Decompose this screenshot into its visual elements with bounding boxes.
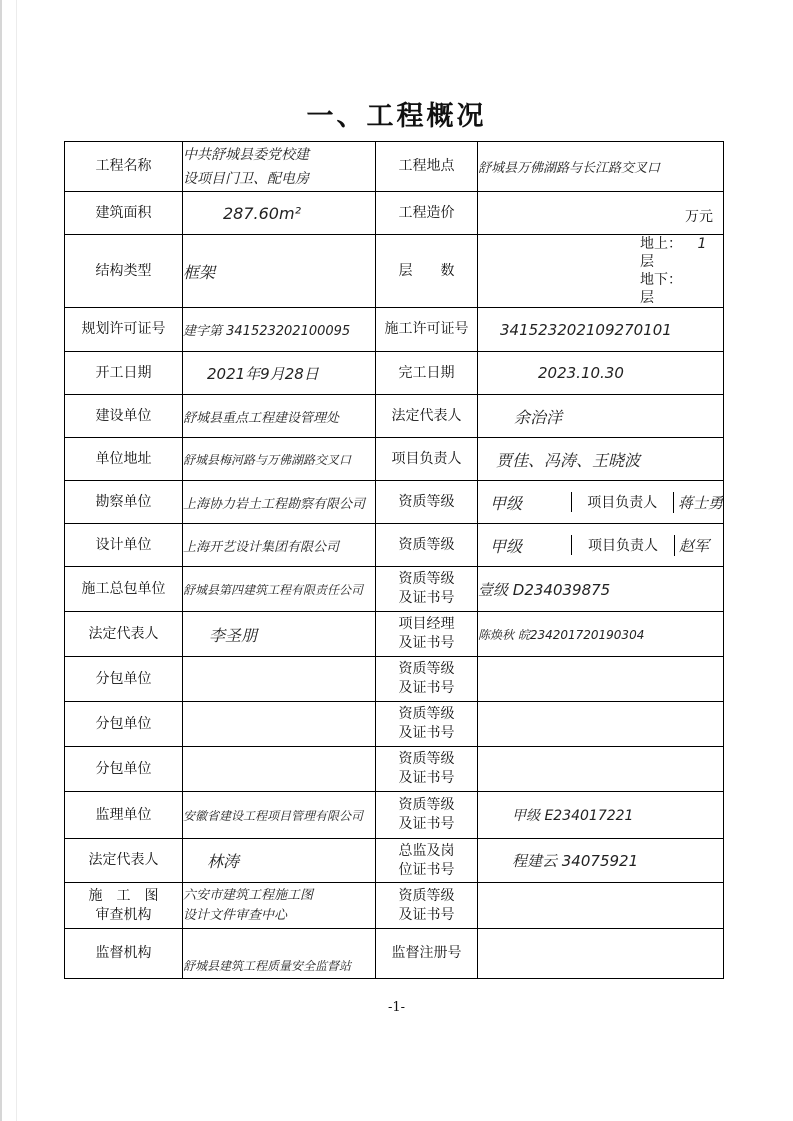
value-drawing-review-qual (478, 883, 724, 929)
value-survey-unit (183, 481, 376, 524)
label-survey-grade: 资质等级 (376, 481, 478, 524)
project-name-line2: 设项目门卫、配电房 (183, 170, 309, 187)
row-address (65, 438, 724, 481)
label-design-grade: 资质等级 (376, 524, 478, 567)
label-subcontractor-3: 分包单位 (65, 747, 183, 792)
label-general-contractor: 施工总包单位 (65, 567, 183, 612)
survey-leader (673, 492, 723, 513)
supervision-legal-rep-text: 林涛 (207, 852, 240, 871)
label-planning-permit: 规划许可证号 (65, 308, 183, 352)
supervision-unit-text: 安徽省建设工程项目管理有限公司 (183, 808, 364, 823)
row-drawing-review (65, 883, 724, 929)
contractor-qual-text: 壹级 D234039875 (478, 580, 611, 599)
label-structure-type: 结构类型 (65, 235, 183, 308)
label-supervision-unit: 监理单位 (65, 792, 183, 839)
cost-unit: 万元 (685, 209, 713, 225)
label-subcontractor-1: 分包单位 (65, 657, 183, 702)
row-subcontractor-2 (65, 702, 724, 747)
design-grade-text: 甲级 (490, 536, 523, 556)
supervision-qual-text: 甲级 E234017221 (512, 808, 634, 824)
floors-above-value: 1 (697, 236, 707, 252)
value-supervision-qual (478, 792, 724, 839)
design-leader (674, 535, 723, 556)
label-chief-supervisor: 总监及岗 位证书号 (376, 839, 478, 883)
row-area (65, 192, 724, 235)
unit-address-text: 舒城县梅河路与万佛湖路交叉口 (183, 452, 352, 467)
building-area-text: 287.60m² (223, 203, 301, 223)
floors-above-unit: 层 (640, 254, 654, 270)
row-design (65, 524, 724, 567)
label-contractor-qual: 资质等级 及证书号 (376, 567, 478, 612)
construction-permit-text: 341523202109270101 (500, 320, 672, 339)
project-location-text: 舒城县万佛湖路与长江路交叉口 (478, 161, 661, 176)
value-structure-type (183, 235, 376, 308)
pm-cert-text: 陈焕秋 皖234201720190304 (478, 627, 645, 642)
row-survey (65, 481, 724, 524)
value-subcontractor-2 (183, 702, 376, 747)
value-subcontractor-3 (183, 747, 376, 792)
row-contractor-rep (65, 612, 724, 657)
label-supervisory-agency: 监督机构 (65, 929, 183, 979)
floors-below-label: 地下： (640, 272, 682, 288)
floors-above-label: 地上： (640, 236, 682, 252)
value-sub1-qual (478, 657, 724, 702)
label-subcontractor-2: 分包单位 (65, 702, 183, 747)
supervisory-agency-text: 舒城县建筑工程质量安全监督站 (183, 959, 352, 973)
value-supervisory-reg (478, 929, 724, 979)
label-project-name: 工程名称 (65, 142, 183, 192)
value-developer (183, 395, 376, 438)
label-construction-permit: 施工许可证号 (376, 308, 478, 352)
structure-type-text: 框架 (183, 262, 216, 282)
developer-text: 舒城县重点工程建设管理处 (183, 410, 340, 426)
project-leaders-text: 贾佳、冯涛、王晓波 (496, 450, 641, 470)
row-supervision-rep (65, 839, 724, 883)
value-design-unit (183, 524, 376, 567)
value-sub2-qual (478, 702, 724, 747)
label-unit-address: 单位地址 (65, 438, 183, 481)
value-unit-address (183, 438, 376, 481)
label-drawing-review: 施 工 图 审查机构 (65, 883, 183, 929)
label-floors: 层 数 (376, 235, 478, 308)
row-developer (65, 395, 724, 438)
value-contractor-qual (478, 567, 724, 612)
label-project-leader: 项目负责人 (376, 438, 478, 481)
value-project-name (183, 142, 376, 192)
row-permits (65, 308, 724, 352)
design-unit-text: 上海开艺设计集团有限公司 (183, 539, 340, 555)
value-drawing-review (183, 883, 376, 929)
label-project-cost: 工程造价 (376, 192, 478, 235)
label-project-location: 工程地点 (376, 142, 478, 192)
label-building-area: 建筑面积 (65, 192, 183, 235)
label-design-unit: 设计单位 (65, 524, 183, 567)
row-subcontractor-1 (65, 657, 724, 702)
chief-supervisor-text: 程建云 34075921 (512, 852, 639, 870)
floors-below-unit: 层 (640, 290, 654, 306)
value-project-location (478, 142, 724, 192)
drawing-review-line2: 设计文件审查中心 (183, 907, 288, 923)
row-supervision (65, 792, 724, 839)
row-subcontractor-3 (65, 747, 724, 792)
value-project-leaders (478, 438, 724, 481)
survey-unit-text: 上海协力岩土工程勘察有限公司 (183, 496, 366, 512)
label-developer: 建设单位 (65, 395, 183, 438)
floors-below-row (640, 271, 723, 307)
value-supervisory-agency (183, 929, 376, 979)
row-general-contractor (65, 567, 724, 612)
scan-edge-inner (16, 0, 17, 1121)
row-structure (65, 235, 724, 308)
row-dates (65, 352, 724, 395)
row-supervisory-agency (65, 929, 724, 979)
survey-leader-label: 项目负责人 (571, 492, 673, 512)
design-leader-label: 项目负责人 (571, 535, 674, 555)
label-sub3-qual: 资质等级 及证书号 (376, 747, 478, 792)
label-survey-unit: 勘察单位 (65, 481, 183, 524)
survey-leader-text: 蒋士勇 (677, 493, 723, 512)
label-sub1-qual: 资质等级 及证书号 (376, 657, 478, 702)
value-construction-permit (478, 308, 724, 352)
label-supervisory-reg: 监督注册号 (376, 929, 478, 979)
row-project-name (65, 142, 724, 192)
design-leader-text: 赵军 (679, 536, 710, 555)
page-number: -1- (387, 1000, 406, 1015)
value-floors (478, 235, 724, 308)
value-chief-supervisor (478, 839, 724, 883)
value-design-group (478, 524, 724, 567)
planning-permit-text: 建字第 341523202100095 (183, 324, 351, 339)
label-pm-cert: 项目经理 及证书号 (376, 612, 478, 657)
design-grade (478, 534, 571, 557)
page-title: 一、工程概况 (306, 101, 487, 132)
value-survey-group (478, 481, 724, 524)
developer-legal-rep-text: 余治洋 (514, 407, 563, 427)
label-start-date: 开工日期 (65, 352, 183, 395)
value-completion-date (478, 352, 724, 395)
scan-edge (0, 0, 2, 1121)
general-contractor-text: 舒城县第四建筑工程有限责任公司 (183, 582, 364, 597)
value-subcontractor-1 (183, 657, 376, 702)
value-start-date (183, 352, 376, 395)
value-building-area (183, 192, 376, 235)
project-name-line1: 中共舒城县委党校建 (183, 146, 309, 163)
value-contractor-legal-rep (183, 612, 376, 657)
project-overview-table (64, 141, 724, 979)
value-sub3-qual (478, 747, 724, 792)
value-planning-permit (183, 308, 376, 352)
label-contractor-legal-rep: 法定代表人 (65, 612, 183, 657)
value-supervision-legal-rep (183, 839, 376, 883)
completion-date-text: 2023.10.30 (538, 364, 624, 382)
value-pm-cert (478, 612, 724, 657)
label-sub2-qual: 资质等级 及证书号 (376, 702, 478, 747)
survey-grade-text: 甲级 (490, 493, 523, 513)
label-drawing-review-qual: 资质等级 及证书号 (376, 883, 478, 929)
contractor-legal-rep-text: 李圣朋 (209, 625, 258, 645)
value-developer-legal-rep (478, 395, 724, 438)
label-completion-date: 完工日期 (376, 352, 478, 395)
label-supervision-qual: 资质等级 及证书号 (376, 792, 478, 839)
label-supervision-legal-rep: 法定代表人 (65, 839, 183, 883)
floors-above-row (640, 235, 723, 271)
survey-grade (478, 491, 571, 514)
drawing-review-line1: 六安市建筑工程施工图 (183, 887, 314, 903)
value-project-cost (478, 192, 724, 235)
label-legal-rep: 法定代表人 (376, 395, 478, 438)
start-date-text: 2021年9月28日 (207, 364, 319, 383)
value-supervision-unit (183, 792, 376, 839)
value-general-contractor (183, 567, 376, 612)
